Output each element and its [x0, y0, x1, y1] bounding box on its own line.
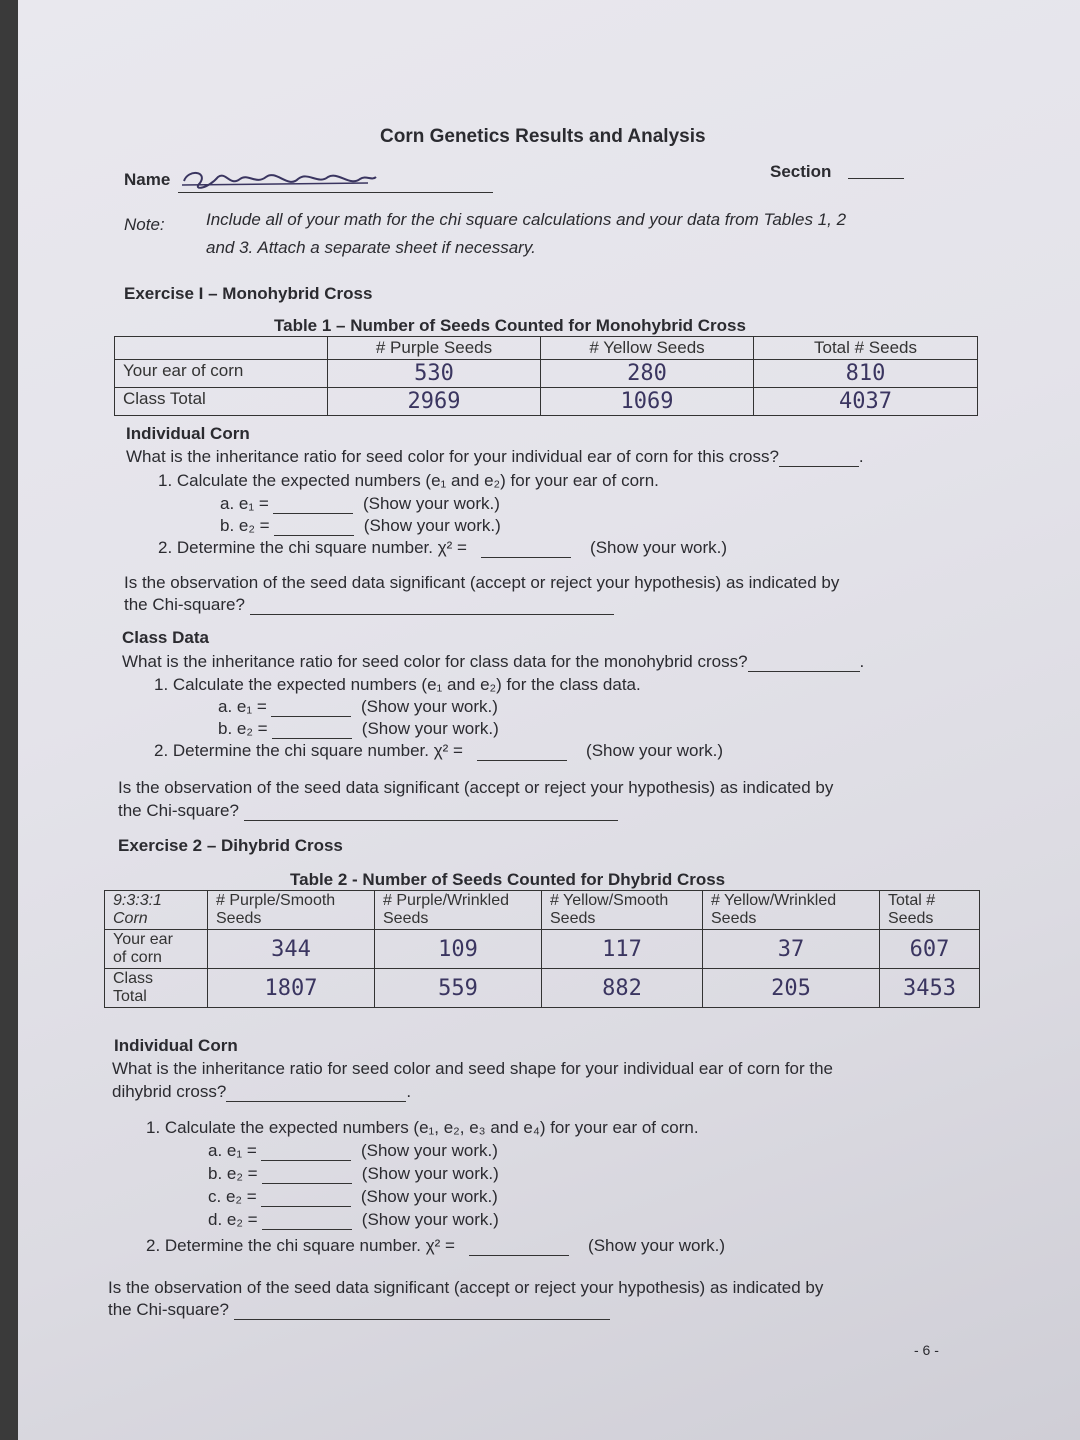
row-label [105, 969, 208, 1008]
answer-blank[interactable] [272, 722, 352, 739]
table1-col-header: # Purple Seeds [328, 337, 541, 360]
page-number: - 6 - [914, 1342, 939, 1358]
table-cell[interactable]: 1069 [541, 388, 754, 416]
ex2-significance-question-2 [108, 1300, 610, 1320]
table-row [105, 930, 980, 969]
signature-scribble [178, 167, 378, 193]
table-row [105, 969, 980, 1008]
table2-col-header [880, 891, 980, 930]
table-cell[interactable]: 344 [208, 930, 375, 969]
step-label: a. e₁ = [208, 1141, 257, 1160]
answer-blank[interactable] [477, 744, 567, 761]
table1-header-row [115, 337, 978, 360]
corner-ratio: 9:3:3:1 [113, 892, 162, 909]
ex2-significance-question: Is the observation of the seed data significant (accept or reject your hypothesis) as indicated by [108, 1278, 824, 1297]
significance-question-2 [124, 595, 614, 615]
step-2 [158, 538, 727, 558]
class-data-heading: Class Data [122, 628, 209, 647]
show-work: (Show your work.) [588, 1236, 726, 1255]
table1 [114, 336, 978, 416]
row-label: Your ear of corn [115, 360, 328, 388]
table-cell[interactable]: 882 [542, 969, 703, 1008]
table-cell[interactable]: 607 [880, 930, 980, 969]
col-header-line: # Purple/Wrinkled [383, 892, 509, 909]
table-cell[interactable]: 117 [542, 930, 703, 969]
table-row [115, 388, 978, 416]
col-header-line: Seeds [383, 910, 429, 927]
question-text: What is the inheritance ratio for seed color for class data for the monohybrid cross? [122, 652, 748, 671]
class-significance-question-2 [118, 801, 618, 821]
class-step-1: 1. Calculate the expected numbers (e₁ and e₂) for the class data. [154, 675, 641, 694]
show-work: (Show your work.) [363, 516, 501, 535]
exercise1-heading: Exercise I – Monohybrid Cross [124, 284, 373, 303]
show-work: (Show your work.) [586, 741, 724, 760]
col-header-line: # Purple/Smooth [216, 892, 336, 909]
worksheet-page [18, 0, 1080, 1440]
step-1b [220, 516, 501, 536]
answer-blank[interactable] [244, 804, 618, 821]
step-label: a. e₁ = [220, 494, 269, 513]
table2-col-header [703, 891, 880, 930]
page-title: Corn Genetics Results and Analysis [380, 126, 706, 147]
table-cell[interactable]: 280 [541, 360, 754, 388]
ex2-step-1b [208, 1164, 499, 1184]
show-work: (Show your work.) [360, 697, 498, 716]
col-header-line: # Yellow/Smooth [550, 892, 669, 909]
answer-blank[interactable] [226, 1085, 406, 1102]
show-work: (Show your work.) [362, 494, 500, 513]
ex2-individual-question-2: dihybrid cross? . [112, 1082, 412, 1101]
table2-header-row [105, 891, 980, 930]
table-cell[interactable]: 530 [328, 360, 541, 388]
table2-title: Table 2 - Number of Seeds Counted for Dhybrid Cross [290, 870, 726, 889]
row-label: Class Total [115, 388, 328, 416]
step-label: b. e₂ = [218, 719, 268, 738]
class-step-1a [218, 697, 498, 717]
col-header-line: Seeds [550, 910, 596, 927]
name-label: Name [124, 170, 171, 189]
class-significance-question: Is the observation of the seed data significant (accept or reject your hypothesis) as indicated by [118, 778, 834, 797]
row-label-line: Class [113, 970, 154, 987]
question-text: What is the inheritance ratio for seed color for your individual ear of corn for this cross? [126, 447, 779, 466]
table1-title: Table 1 – Number of Seeds Counted for Monohybrid Cross [274, 316, 746, 335]
col-header-line: Total # [888, 892, 936, 909]
table2-col-header [208, 891, 375, 930]
table-cell[interactable]: 3453 [880, 969, 980, 1008]
exercise2-heading: Exercise 2 – Dihybrid Cross [118, 836, 343, 855]
table1-col-header: # Yellow Seeds [541, 337, 754, 360]
answer-blank[interactable] [261, 1190, 351, 1207]
class-step-2 [154, 741, 723, 761]
answer-blank[interactable] [481, 541, 571, 558]
ex2-step-1: 1. Calculate the expected numbers (e₁, e₂, e₃ and e₄) for your ear of corn. [146, 1118, 699, 1137]
table-cell[interactable]: 2969 [328, 388, 541, 416]
answer-blank[interactable] [262, 1167, 352, 1184]
class-step-1b [218, 719, 499, 739]
step-label: d. e₂ = [208, 1210, 258, 1229]
row-label-line: Total [113, 988, 147, 1005]
table2-col-header [542, 891, 703, 930]
show-work: (Show your work.) [361, 1164, 499, 1183]
show-work: (Show your work.) [590, 538, 728, 557]
show-work: (Show your work.) [361, 1210, 499, 1229]
step-label: c. e₂ = [208, 1187, 257, 1206]
table-cell[interactable]: 559 [375, 969, 542, 1008]
note-line-2: and 3. Attach a separate sheet if necessary. [206, 238, 536, 257]
show-work: (Show your work.) [360, 1187, 498, 1206]
show-work: (Show your work.) [361, 719, 499, 738]
ex2-step-2 [146, 1236, 725, 1256]
table-cell[interactable]: 109 [375, 930, 542, 969]
answer-blank[interactable] [261, 1144, 351, 1161]
ex2-individual-heading: Individual Corn [114, 1036, 238, 1055]
col-header-line: # Yellow/Wrinkled [711, 892, 837, 909]
table-cell[interactable]: 37 [703, 930, 880, 969]
section-label: Section [770, 162, 832, 181]
ex2-step-1a [208, 1141, 498, 1161]
table-row [115, 360, 978, 388]
ex2-step-1c [208, 1187, 498, 1207]
step-label: 2. Determine the chi square number. χ² = [154, 741, 463, 760]
answer-blank[interactable] [234, 1303, 610, 1320]
question-text: the Chi-square? [108, 1300, 229, 1319]
table-cell[interactable]: 810 [754, 360, 978, 388]
table1-corner [115, 337, 328, 360]
step-label: 2. Determine the chi square number. χ² = [146, 1236, 455, 1255]
step-label: 2. Determine the chi square number. χ² = [158, 538, 467, 557]
step-label: a. e₁ = [218, 697, 267, 716]
step-label: b. e₂ = [220, 516, 270, 535]
answer-blank[interactable] [274, 519, 354, 536]
step-label: b. e₂ = [208, 1164, 258, 1183]
question-text: the Chi-square? [118, 801, 239, 820]
row-label [105, 930, 208, 969]
ex2-step-1d [208, 1210, 499, 1230]
step-1: 1. Calculate the expected numbers (e₁ and e₂) for your ear of corn. [158, 471, 659, 490]
note-label: Note: [124, 215, 165, 234]
show-work: (Show your work.) [360, 1141, 498, 1160]
col-header-line: Seeds [216, 910, 262, 927]
table-cell[interactable]: 1807 [208, 969, 375, 1008]
row-label-line: Your ear [113, 931, 173, 948]
significance-question: Is the observation of the seed data significant (accept or reject your hypothesis) as indicated by [124, 573, 840, 592]
answer-blank[interactable] [273, 497, 353, 514]
row-label-line: of corn [113, 949, 162, 966]
answer-blank[interactable] [779, 450, 859, 467]
question-text: the Chi-square? [124, 595, 245, 614]
table1-col-header: Total # Seeds [754, 337, 978, 360]
answer-blank[interactable] [748, 655, 860, 672]
answer-blank[interactable] [250, 598, 614, 615]
col-header-line: Seeds [711, 910, 757, 927]
answer-blank[interactable] [262, 1213, 352, 1230]
ex2-individual-question: What is the inheritance ratio for seed color and seed shape for your individual ear of corn for the [112, 1059, 834, 1078]
col-header-line: Seeds [888, 910, 934, 927]
individual-corn-heading: Individual Corn [126, 424, 250, 443]
answer-blank[interactable] [271, 700, 351, 717]
note-line-1: Include all of your math for the chi square calculations and your data from Tables 1, 2 [206, 210, 847, 229]
class-question: What is the inheritance ratio for seed color for class data for the monohybrid cross? . [122, 652, 865, 671]
corner-label: Corn [113, 910, 148, 927]
individual-question: What is the inheritance ratio for seed color for your individual ear of corn for this cross? . [126, 447, 864, 466]
table2-col-header [375, 891, 542, 930]
question-text: dihybrid cross? [112, 1082, 227, 1101]
table-cell[interactable]: 205 [703, 969, 880, 1008]
table-cell[interactable]: 4037 [754, 388, 978, 416]
step-1a [220, 494, 500, 514]
table2-corner [105, 891, 208, 930]
section-field[interactable] [848, 178, 904, 179]
table2 [104, 890, 980, 1008]
answer-blank[interactable] [469, 1239, 569, 1256]
